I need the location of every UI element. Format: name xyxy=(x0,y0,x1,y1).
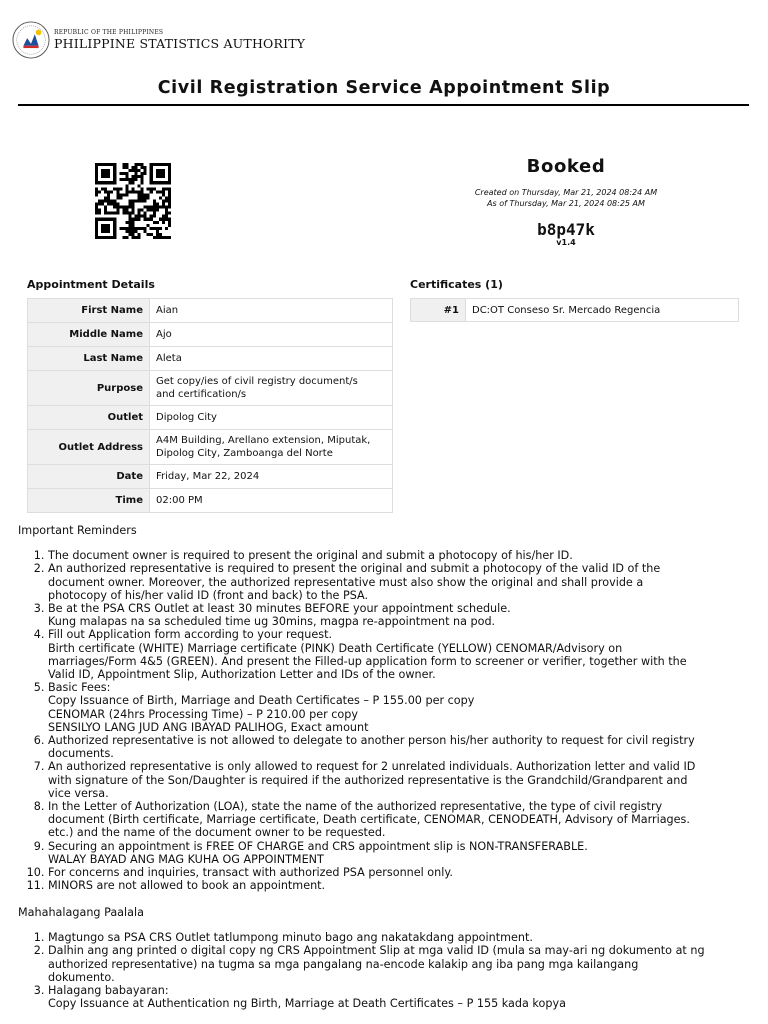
table-row xyxy=(28,371,393,406)
important-reminders xyxy=(18,524,753,892)
field-value: Dipolog City xyxy=(150,406,393,430)
list-item-line: 1. The document owner is required to present the original and submit a photocopy of his/her ID. xyxy=(48,549,573,563)
list-item xyxy=(48,866,753,879)
list-item-line: vice versa. xyxy=(48,786,109,800)
republic-label: REPUBLIC OF THE PHILIPPINES xyxy=(54,28,164,36)
paalala-heading: Mahahalagang Paalala xyxy=(18,906,144,919)
page-title: Civil Registration Service Appointment Slip xyxy=(157,78,611,98)
list-item xyxy=(48,840,753,866)
field-value: Aian xyxy=(150,299,393,323)
list-item-line: 8. In the Letter of Authorization (LOA), state the name of the authorized representative, the type of civil registry xyxy=(48,800,663,814)
list-item xyxy=(48,549,753,562)
list-item xyxy=(48,879,753,892)
paalala-list xyxy=(18,931,753,1010)
list-item-line: 9. Securing an appointment is FREE OF CHARGE and CRS appointment slip is NON-TRANSFERABLE. xyxy=(48,839,588,853)
list-item-line: 5. Basic Fees: xyxy=(48,681,111,695)
certificates-heading: Certificates (1) xyxy=(410,278,503,291)
psa-logo xyxy=(12,18,305,62)
field-label: Outlet Address xyxy=(28,430,150,465)
list-item-line: Copy Issuance at Authentication ng Birth, Marriage at Death Certificates – P 155 kada kopya xyxy=(48,997,566,1011)
reminders-list xyxy=(18,549,753,892)
list-item-line: 1. Magtungo sa PSA CRS Outlet tatlumpong minuto bago ang nakatakdang appointment. xyxy=(48,931,533,945)
list-item-line: Kung malapas na sa scheduled time ug 30mins, magpa re-appointment na pod. xyxy=(48,615,496,629)
list-item xyxy=(48,944,753,984)
table-row xyxy=(28,323,393,347)
list-item-line: marriages/Form 4&5 (GREEN). And present the Filled-up application form to screener or verifier, together with the xyxy=(48,654,687,668)
certificate-description: DC:OT Conseso Sr. Mercado Regencia xyxy=(466,299,739,322)
qr-code xyxy=(95,163,171,239)
list-item-line: 3. Halagang babayaran: xyxy=(48,984,169,998)
list-item-line: dokumento. xyxy=(48,970,115,984)
list-item-line: 4. Fill out Application form according to your request. xyxy=(48,628,333,642)
list-item-line: 10. For concerns and inquiries, transact with authorized PSA personnel only. xyxy=(48,866,453,880)
list-item-line: document owner. Moreover, the authorized representative must also show the original and shall provide a xyxy=(48,575,644,589)
list-item-line: 7. An authorized representative is only allowed to request for 2 unrelated individuals. Authorization letter and valid ID xyxy=(48,760,696,774)
reminders-heading: Important Reminders xyxy=(18,524,137,537)
list-item-line: WALAY BAYAD ANG MAG KUHA OG APPOINTMENT xyxy=(48,852,324,866)
certificates-table xyxy=(410,298,739,322)
field-label: Purpose xyxy=(28,371,150,406)
list-item-line: photocopy of his/her valid ID (front and back) to the PSA. xyxy=(48,588,369,602)
field-label: Outlet xyxy=(28,406,150,430)
list-item-line: etc.) and the name of the document owner to be requested. xyxy=(48,826,386,840)
list-item-line: 3. Be at the PSA CRS Outlet at least 30 minutes BEFORE your appointment schedule. xyxy=(48,602,511,616)
value-line: Get copy/ies of civil registry document/s xyxy=(156,376,358,387)
table-row xyxy=(28,489,393,513)
table-row xyxy=(28,299,393,323)
value-line: A4M Building, Arellano extension, Miputak, xyxy=(156,435,371,446)
value-line: Dipolog City, Zamboanga del Norte xyxy=(156,448,333,459)
list-item-line: document (Birth certificate, Marriage certificate, Death certificate, CENOMAR, CENODEATH, Advisory of Marriages. xyxy=(48,813,690,827)
list-item xyxy=(48,984,753,1010)
list-item-line: Birth certificate (WHITE) Marriage certificate (PINK) Death Certificate (YELLOW) CENOMAR/Advisory on xyxy=(48,641,623,655)
table-row xyxy=(28,347,393,371)
list-item xyxy=(48,760,753,800)
field-label: Date xyxy=(28,465,150,489)
field-value xyxy=(150,371,393,406)
field-value: 02:00 PM xyxy=(150,489,393,513)
appointment-details-heading: Appointment Details xyxy=(27,278,155,291)
list-item-line: 6. Authorized representative is not allowed to delegate to another person his/her authority to request for civil registry xyxy=(48,734,695,748)
field-value: Ajo xyxy=(150,323,393,347)
list-item-line: authorized representative) na tugma sa mga pangalang na-encode kalakip ang iba pang mga kailangang xyxy=(48,957,639,971)
field-value xyxy=(150,430,393,465)
list-item-line: CENOMAR (24hrs Processing Time) – P 210.00 per copy xyxy=(48,707,358,721)
list-item-line: 2. Dalhin ang ang printed o digital copy ng CRS Appointment Slip at mga valid ID (mula sa may-ari ng dokumento at ng xyxy=(48,944,705,958)
status-label: Booked xyxy=(526,156,606,177)
field-label: Last Name xyxy=(28,347,150,371)
table-row xyxy=(411,299,739,322)
list-item-line: Valid ID, Appointment Slip, Authorization Letter and IDs of the owner. xyxy=(48,668,436,682)
certificate-number: #1 xyxy=(411,299,466,322)
table-row xyxy=(28,430,393,465)
table-row xyxy=(28,406,393,430)
field-value: Aleta xyxy=(150,347,393,371)
table-row xyxy=(28,465,393,489)
list-item-line: 11. MINORS are not allowed to book an appointment. xyxy=(48,879,326,893)
field-value: Friday, Mar 22, 2024 xyxy=(150,465,393,489)
reference-code: b8p47k xyxy=(537,220,595,239)
list-item xyxy=(48,628,753,681)
list-item-line: SENSILYO LANG JUD ANG IBAYAD PALIHOG, Exact amount xyxy=(48,720,369,734)
field-label: Middle Name xyxy=(28,323,150,347)
mahahalagang-paalala xyxy=(18,906,753,1010)
field-label: First Name xyxy=(28,299,150,323)
list-item xyxy=(48,734,753,760)
list-item xyxy=(48,602,753,628)
list-item-line: with signature of the Son/Daughter is required if the authorized representative is the Grandchild/Grandparent and xyxy=(48,773,688,787)
list-item-line: Copy Issuance of Birth, Marriage and Death Certificates – P 155.00 per copy xyxy=(48,694,475,708)
list-item xyxy=(48,931,753,944)
appointment-details-table xyxy=(27,298,393,513)
value-line: and certification/s xyxy=(156,389,247,400)
version-label: v1.4 xyxy=(556,238,576,247)
list-item xyxy=(48,800,753,840)
list-item xyxy=(48,562,753,602)
psa-seal-icon xyxy=(12,21,50,59)
as-of-timestamp: As of Thursday, Mar 21, 2024 08:25 AM xyxy=(487,199,645,208)
list-item xyxy=(48,681,753,734)
list-item-line: documents. xyxy=(48,747,114,761)
created-timestamp: Created on Thursday, Mar 21, 2024 08:24 AM xyxy=(474,188,658,197)
title-divider xyxy=(18,104,749,106)
org-name: PHILIPPINE STATISTICS AUTHORITY xyxy=(54,35,306,51)
field-label: Time xyxy=(28,489,150,513)
list-item-line: 2. An authorized representative is required to present the original and submit a photocopy of the valid ID of the xyxy=(48,562,661,576)
